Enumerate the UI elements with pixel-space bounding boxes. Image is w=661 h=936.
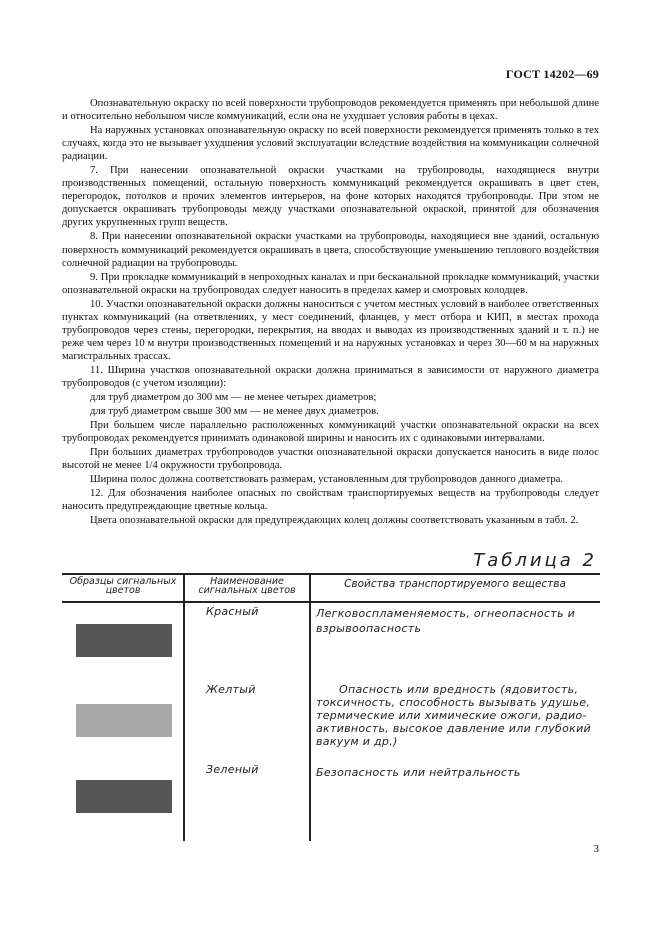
paragraph: для труб диаметром до 300 мм — не менее четырех диаметров;: [90, 392, 377, 404]
property-line: токсичность, способность вызывать удушье,: [316, 696, 591, 709]
paragraph: 12. Для обозначения наиболее опасных по свойствам транспортируемых веществ на трубопроводы следует наносить предупреждающие цветные кольца.: [62, 488, 599, 513]
paragraph: для труб диаметром свыше 300 мм — не менее двух диаметров.: [90, 406, 379, 418]
property-line: активность, высокое давление или глубокий: [316, 722, 591, 735]
standard-header: ГОСТ 14202—69: [505, 67, 599, 81]
paragraph: Ширина полос должна соответствовать размерам, установленным для трубопроводов данного диаметра.: [90, 474, 564, 486]
header-name: Наименование сигнальных цветов: [198, 576, 296, 596]
paragraph: 9. При прокладке коммуникаций в непроходных каналах и при бесканальной прокладке коммуникаций, участки опознавательной окраски на трубопроводах следует наносить в пределах камер и смотровых колодцев.: [62, 271, 599, 296]
header-samples: Образцы сигнальных цветов: [69, 576, 177, 596]
table-top-rule: [62, 573, 600, 575]
page-number: 3: [593, 843, 599, 855]
property-line: Безопасность или нейтральность: [316, 766, 521, 779]
property-line: взрывоопасность: [316, 622, 422, 635]
color-name: Зеленый: [206, 763, 259, 776]
color-swatch-red: [76, 624, 172, 657]
property-line: вакуум и др.): [316, 735, 398, 748]
paragraph: Опознавательную окраску по всей поверхности трубопроводов рекомендуется применять при небольшой длине и относительно небольшом числе коммуникаций, если она не ухудшает условия работы в цехах.: [62, 98, 599, 123]
color-name: Желтый: [206, 683, 256, 696]
color-swatch-yellow: [76, 704, 172, 737]
paragraph: 11. Ширина участков опознавательной окраски должна приниматься в зависимости от наружного диаметра трубопроводов (с учетом изоляции):: [62, 364, 599, 389]
property-line: Легковоспламеняемость, огнеопасность и: [316, 607, 576, 620]
paragraph: 8. При нанесении опознавательной окраски участками на трубопроводы, находящиеся вне зданий, остальную поверхность коммуникаций рекомендуется окрашивать в цвета, способствующие уменьшению теплового воздействия солнечной радиации на трубопроводы.: [62, 231, 599, 269]
column-divider: [183, 573, 185, 841]
paragraph: Цвета опознавательной окраски для предупреждающих колец должны соответствовать указанным в табл. 2.: [90, 515, 579, 527]
column-divider: [309, 573, 311, 841]
property-line: Опасность или вредность (ядовитость,: [339, 683, 579, 696]
paragraph: При большем числе параллельно расположенных коммуникаций участки опознавательной окраски на всех трубопроводах рекомендуется принимать одинаковой ширины и наносить их с одинаковыми интервалами.: [62, 420, 599, 445]
property-line: термические или химические ожоги, радио-: [316, 709, 587, 722]
body-text: [62, 97, 599, 529]
paragraph: При больших диаметрах трубопроводов участки опознавательной окраски допускается наносить в виде полос высотой не менее 1/4 окружности трубопровода.: [62, 447, 599, 472]
paragraph: 10. Участки опознавательной окраски должны наноситься с учетом местных условий в наиболее ответственных пунктах коммуникаций (на ответвлениях, у мест соединений, фланцев, у мест отбора и КИП, в местах прохода трубопроводов через стены, перегородки, перекрытия, на вводах и выводах из производственных зданий и т. п.) не реже чем через 10 м внутри производственных помещений и на наружных установках и через 30—60 м на наружных магистральных трассах.: [62, 298, 599, 362]
color-swatch-green: [76, 780, 172, 813]
color-name: Красный: [206, 605, 259, 618]
table-caption: Таблица 2: [473, 550, 597, 571]
paragraph: 7. При нанесении опознавательной окраски участками на трубопроводы, находящиеся внутри производственных помещений, остальную поверхность коммуникаций рекомендуется окрашивать в цвет стен, перегородок, потолков и прочих элементов интерьеров, на фоне которых находятся трубопроводы. При этом не допускается окрашивать трубопроводы между участками опознавательной окраской, принятой для обозначения других укрупненных групп веществ.: [62, 165, 599, 229]
table-header-rule: [62, 601, 600, 603]
header-properties: Свойства транспортируемого вещества: [344, 578, 566, 590]
signal-colors-table: [62, 573, 600, 841]
paragraph: На наружных установках опознавательную окраску по всей поверхности рекомендуется применять только в тех случаях, когда это не вызывает ухудшения условий эксплуатации вследствие воздействия на коммуникации солнечной радиации.: [62, 125, 599, 163]
